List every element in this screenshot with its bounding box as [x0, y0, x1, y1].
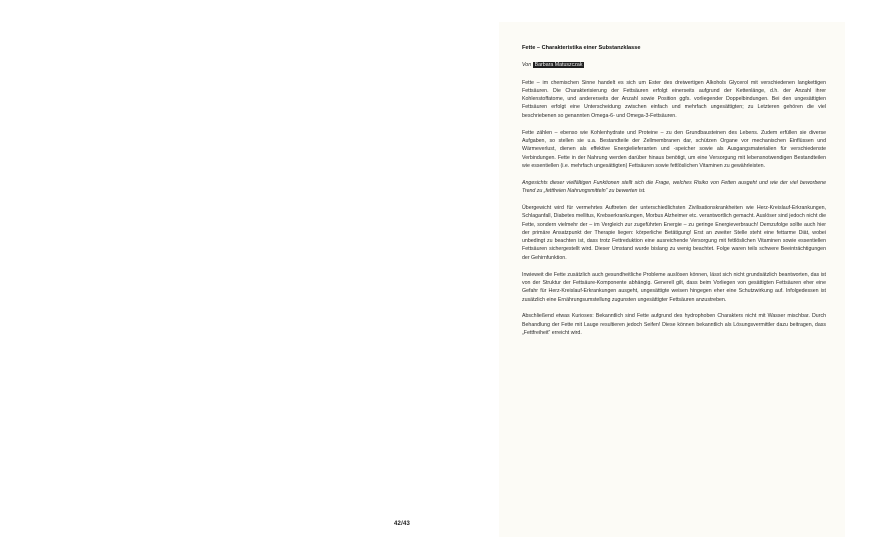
article [522, 44, 826, 346]
byline [522, 61, 826, 69]
page-number: 42/43 [394, 521, 411, 527]
author-name: Barbara Matuszczak [534, 62, 583, 69]
paragraph-overweight: Übergewicht wird für vermehrtes Auftreten der unterschiedlichsten Zivilisationskrankheiten wie Herz-Kreislauf-Erkrankungen, Schlaganfall, Diabetes mellitus, Krebserkrankungen, Morbus Alzheimer etc. verantwortlich gemacht. Auslöser sind jedoch nicht die Fette, sondern vielmehr der – im Vergleich zur zugeführten Energie – zu geringe Energieverbrauch! Demzufolge sollte auch hier der primäre Ansatzpunkt der Therapie liegen: körperliche Betätigung! Erst an zweiter Stelle steht eine fettarme Diät, wobei unbedingt zu beachten ist, dass trotz Fettreduktion eine ausreichende Versorgung mit fettlöslichen Vitaminen sowie essentiellen Fettsäuren sichergestellt wird. Dieser Umstand wurde bislang zu wenig beachtet. Folge waren teils schwere Beeinträchtigungen der Gehirnfunktion. [522, 204, 826, 261]
article-title: Fette – Charakteristika einer Substanzklasse [522, 45, 641, 51]
paragraph-intro: Fette – im chemischen Sinne handelt es sich um Ester des dreiwertigen Alkohols Glycerol mit verschiedenen langkettigen Fettsäuren. Die Charakterisierung der Fettsäuren erfolgt einerseits aufgrund der Kettenlänge, d.h. der Anzahl ihrer Kohlenstoffatome, und andererseits der Anzahl sowie Position ggfs. vorliegender Doppelbindungen. Bei den ungesättigten Fettsäuren erfolgt eine Unterscheidung zwischen einfach und mehrfach ungesättigten; zu Letzteren gehören die viel beschriebenen so genannten Omega-6- und Omega-3-Fettsäuren. [522, 79, 826, 119]
paragraph-question: Angesichts dieser vielfältigen Funktionen stellt sich die Frage, welches Risiko von Fetten ausgeht und wie der viel beworbene Trend zu „fettfreien Nahrungsmitteln“ zu bewerten ist. [522, 179, 826, 195]
paragraph-health: Inwieweit die Fette zusätzlich auch gesundheitliche Probleme auslösen können, lässt sich nicht grundsätzlich beantworten, das ist von der Struktur der Fettsäure-Komponente abhängig. Generell gilt, dass beim Vorliegen von gesättigten Fettsäuren eher eine Gefahr für Herz-Kreislauf-Erkrankungen ausgeht, ungesättigte weisen hingegen eher eine Schutzwirkung auf. Infolgedessen ist zusätzlich eine Ernährungsumstellung zugunsten ungesättigter Fettsäuren anzustreben. [522, 271, 826, 303]
paragraph-curiosity: Abschließend etwas Kurioses: Bekanntlich sind Fette aufgrund des hydrophoben Charakters nicht mit Wasser mischbar. Durch Behandlung der Fette mit Lauge resultieren jedoch Seifen! Diese können bekanntlich als Lösungsvermittler dazu beitragen, dass „Fettfreiheit“ erreicht wird. [522, 313, 826, 336]
paragraph-functions: Fette zählen – ebenso wie Kohlenhydrate und Proteine – zu den Grundbausteinen des Lebens. Zudem erfüllen sie diverse Aufgaben, so stellen sie u.a. Bestandteile der Zellmembranen dar, schützen Organe vor mechanischen Einflüssen und Wärmeverlust, dienen als effektive Energielieferanten und -speicher sowie als Ausgangsmaterialien für verschiedenste Verbindungen. Fette in der Nahrung werden darüber hinaus benötigt, um eine Versorgung mit lebensnotwendigen Bestandteilen wie essentiellen (i.e. mehrfach ungesättigten) Fettsäuren sowie fettlöslichen Vitaminen zu gewährleisten. [522, 129, 826, 169]
byline-prefix: Von [522, 62, 532, 69]
